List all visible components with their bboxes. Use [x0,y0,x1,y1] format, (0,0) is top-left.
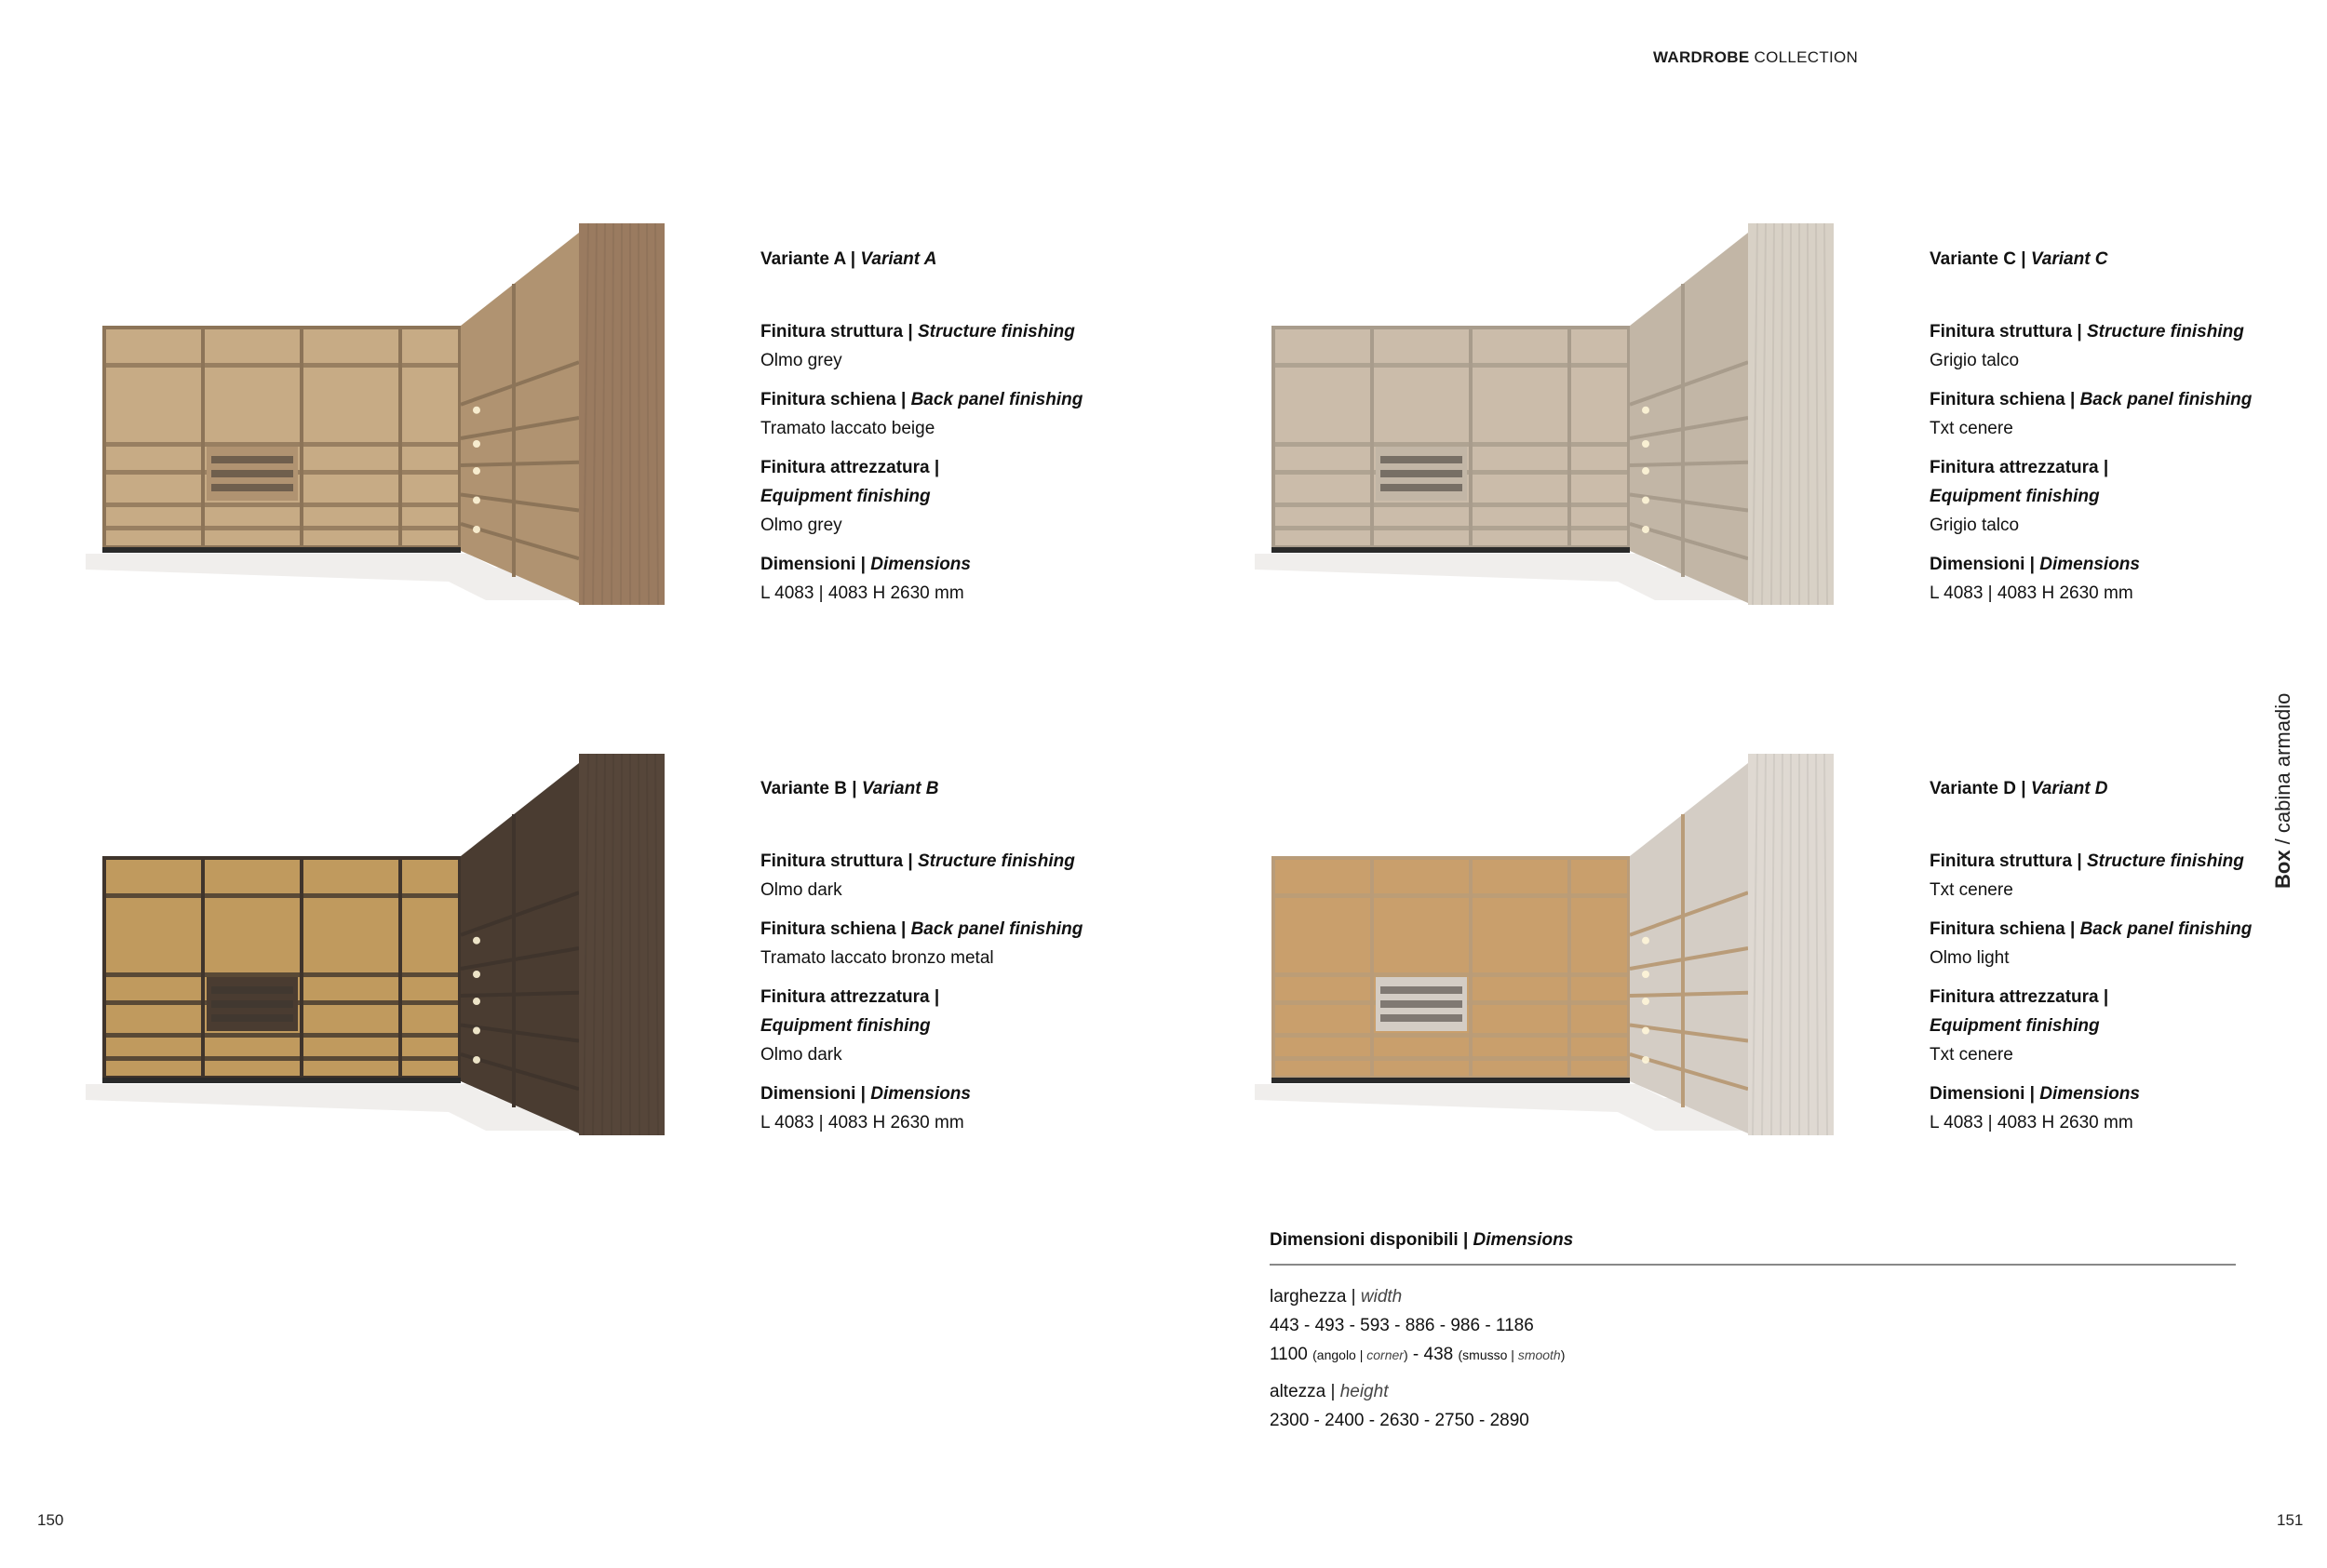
structure-finish-value: Txt cenere [1930,880,2013,900]
back-panel-finish-value: Tramato laccato beige [760,419,935,438]
equipment-finish-label-en: Equipment finishing [1930,487,2100,506]
equipment-finish-label-it: Finitura attrezzatura | [1930,458,2109,477]
equipment-finish-value: Olmo grey [760,516,842,535]
variant-c-specs [1930,245,2320,618]
structure-finish-label: Finitura struttura | Structure finishing [1930,322,2244,342]
equipment-finish-value: Olmo dark [760,1045,842,1065]
dimensions-label: Dimensioni | Dimensions [1930,555,2140,574]
page-number-left: 150 [37,1511,64,1529]
equipment-finish-label-it: Finitura attrezzatura | [760,458,940,477]
structure-finish-value: Grigio talco [1930,351,2020,370]
dimensions-value: L 4083 | 4083 H 2630 mm [1930,1113,2133,1132]
wardrobe-photo-variant-a [76,223,691,605]
back-panel-finish-value: Tramato laccato bronzo metal [760,948,994,968]
available-dimensions-title: Dimensioni disponibili | Dimensions [1270,1230,2236,1266]
variant-title: Variante A | Variant A [760,249,937,269]
back-panel-finish-label: Finitura schiena | Back panel finishing [1930,390,2253,409]
height-values: 2300 - 2400 - 2630 - 2750 - 2890 [1270,1411,1529,1430]
dimensions-label: Dimensioni | Dimensions [760,1084,971,1104]
equipment-finish-label-en: Equipment finishing [1930,1016,2100,1036]
available-dimensions [1270,1230,2236,1435]
variant-title: Variante D | Variant D [1930,779,2108,798]
equipment-finish-label-it: Finitura attrezzatura | [760,987,940,1007]
equipment-finish-value: Grigio talco [1930,516,2020,535]
variant-b-specs [760,774,1151,1147]
structure-finish-value: Olmo dark [760,880,842,900]
structure-finish-value: Olmo grey [760,351,842,370]
corner-smooth-values: 1100 (angolo | corner) - 438 (smusso | smooth) [1270,1345,1566,1364]
variant-title: Variante B | Variant B [760,779,939,798]
variant-d-specs [1930,774,2320,1147]
wardrobe-photo-variant-c [1245,223,1860,605]
equipment-finish-label-it: Finitura attrezzatura | [1930,987,2109,1007]
height-label: altezza | height [1270,1382,1389,1401]
equipment-finish-label-en: Equipment finishing [760,1016,931,1036]
width-label: larghezza | width [1270,1287,1403,1307]
back-panel-finish-value: Txt cenere [1930,419,2013,438]
collection-header: WARDROBE COLLECTION [1653,48,1859,66]
page-number-right: 151 [2277,1511,2304,1529]
wardrobe-photo-variant-d [1245,754,1860,1135]
dimensions-value: L 4083 | 4083 H 2630 mm [1930,583,2133,603]
back-panel-finish-label: Finitura schiena | Back panel finishing [1930,919,2253,939]
back-panel-finish-label: Finitura schiena | Back panel finishing [760,390,1083,409]
back-panel-finish-label: Finitura schiena | Back panel finishing [760,919,1083,939]
dimensions-label: Dimensioni | Dimensions [1930,1084,2140,1104]
structure-finish-label: Finitura struttura | Structure finishing [1930,851,2244,871]
dimensions-label: Dimensioni | Dimensions [760,555,971,574]
back-panel-finish-value: Olmo light [1930,948,2010,968]
wardrobe-photo-variant-b [76,754,691,1135]
width-values: 443 - 493 - 593 - 886 - 986 - 1186 [1270,1316,1534,1335]
equipment-finish-label-en: Equipment finishing [760,487,931,506]
variant-title: Variante C | Variant C [1930,249,2108,269]
dimensions-value: L 4083 | 4083 H 2630 mm [760,1113,964,1132]
structure-finish-label: Finitura struttura | Structure finishing [760,851,1075,871]
variant-a-specs [760,245,1151,618]
equipment-finish-value: Txt cenere [1930,1045,2013,1065]
structure-finish-label: Finitura struttura | Structure finishing [760,322,1075,342]
dimensions-value: L 4083 | 4083 H 2630 mm [760,583,964,603]
